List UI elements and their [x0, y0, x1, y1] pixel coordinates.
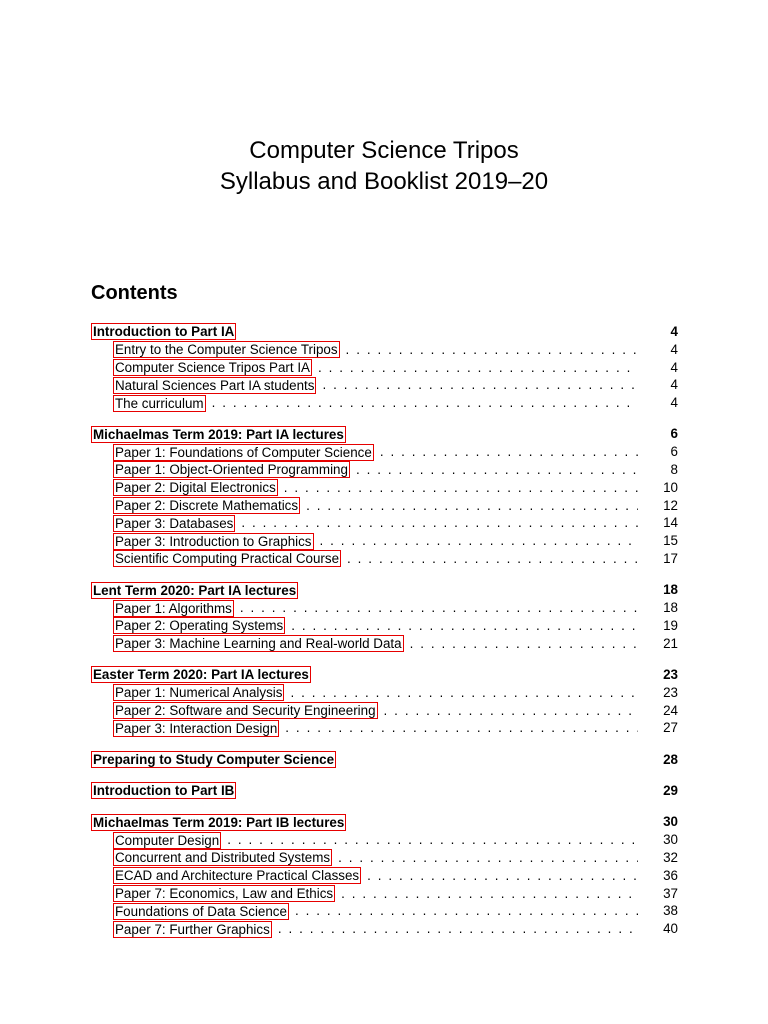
toc-entry-link[interactable]: ECAD and Architecture Practical Classes [115, 868, 360, 884]
toc-page-number: 21 [663, 635, 678, 651]
toc-entry [91, 920, 678, 938]
toc-dot-leader [322, 376, 638, 394]
toc-dot-leader [285, 719, 638, 737]
toc-section [91, 813, 678, 938]
toc-section-link[interactable]: Introduction to Part IA [93, 324, 235, 340]
toc-page-number: 36 [663, 867, 678, 883]
toc-entry [91, 885, 678, 903]
toc-dot-leader [240, 599, 638, 617]
toc-entry [91, 617, 678, 635]
toc-dot-leader [278, 920, 638, 938]
toc-entry-link[interactable]: Paper 1: Foundations of Computer Science [115, 444, 372, 460]
toc-page-number: 23 [663, 667, 678, 683]
toc-entry [91, 376, 678, 394]
toc-section-link[interactable]: Introduction to Part IB [93, 783, 235, 799]
toc-section [91, 581, 678, 652]
document-title [0, 135, 768, 197]
toc-page-number: 4 [670, 324, 678, 339]
toc-section-link[interactable]: Easter Term 2020: Part IA lectures [93, 667, 309, 683]
toc-entry [91, 497, 678, 515]
toc-entry-link[interactable]: Computer Science Tripos Part IA [115, 359, 310, 375]
toc-section-heading [91, 751, 678, 769]
toc-entry-link[interactable]: Paper 1: Algorithms [115, 600, 232, 616]
toc-dot-leader [306, 497, 638, 515]
toc-entry [91, 550, 678, 568]
toc-section-heading [91, 782, 678, 800]
toc-entry-link[interactable]: Natural Sciences Part IA students [115, 377, 315, 393]
toc-entry [91, 702, 678, 720]
toc-page-number: 15 [663, 533, 678, 549]
toc-entry-link[interactable]: Paper 2: Operating Systems [115, 618, 284, 634]
toc-dot-leader [341, 885, 638, 903]
contents-heading: Contents [91, 282, 178, 304]
toc-entry [91, 831, 678, 849]
toc-entry [91, 719, 678, 737]
toc-section [91, 666, 678, 737]
toc-page-number: 23 [663, 684, 678, 700]
toc-entry-link[interactable]: Scientific Computing Practical Course [115, 551, 340, 567]
title-line-2: Syllabus and Booklist 2019–20 [219, 168, 549, 195]
toc-page-number: 24 [663, 702, 678, 718]
toc-entry [91, 443, 678, 461]
toc-page-number: 4 [670, 341, 678, 357]
toc-entry [91, 514, 678, 532]
toc-section-link[interactable]: Michaelmas Term 2019: Part IB lectures [93, 814, 345, 830]
toc-dot-leader [410, 635, 638, 653]
toc-dot-leader [227, 831, 638, 849]
toc-entry-link[interactable]: Paper 1: Object-Oriented Programming [115, 462, 348, 478]
toc-page-number: 14 [663, 515, 678, 531]
toc-entry [91, 867, 678, 885]
toc-entry-link[interactable]: Paper 3: Machine Learning and Real-world Data [115, 636, 402, 652]
toc-section-link[interactable]: Preparing to Study Computer Science [93, 752, 335, 768]
toc-page-number: 4 [670, 359, 678, 375]
toc-entry [91, 479, 678, 497]
toc-section-link[interactable]: Michaelmas Term 2019: Part IA lectures [93, 426, 344, 442]
toc-dot-leader [347, 550, 638, 568]
toc-dot-leader [384, 702, 638, 720]
toc-entry [91, 684, 678, 702]
toc-entry-link[interactable]: Paper 3: Introduction to Graphics [115, 533, 312, 549]
toc-dot-leader [318, 359, 638, 377]
toc-section [91, 782, 678, 800]
table-of-contents [91, 323, 678, 951]
toc-dot-leader [356, 461, 638, 479]
toc-entry-link[interactable]: The curriculum [115, 395, 204, 411]
toc-dot-leader [338, 849, 638, 867]
toc-page-number: 6 [670, 426, 678, 442]
toc-dot-leader [380, 443, 638, 461]
toc-section-heading [91, 425, 678, 443]
toc-page-number: 8 [670, 462, 678, 478]
toc-entry-link[interactable]: Foundations of Data Science [115, 903, 287, 919]
title-line-1: Computer Science Tripos [249, 137, 519, 164]
toc-entry [91, 341, 678, 359]
toc-entry [91, 359, 678, 377]
toc-dot-leader [295, 902, 638, 920]
toc-dot-leader [284, 479, 638, 497]
toc-entry [91, 461, 678, 479]
toc-dot-leader [320, 532, 638, 550]
toc-page-number: 18 [663, 582, 678, 598]
toc-page-number: 29 [663, 783, 678, 799]
toc-page-number: 6 [670, 444, 678, 460]
toc-entry-link[interactable]: Computer Design [115, 832, 220, 848]
toc-entry-link[interactable]: Entry to the Computer Science Tripos [115, 342, 338, 358]
toc-dot-leader [346, 341, 638, 359]
toc-page-number: 4 [670, 377, 678, 393]
toc-section-heading [91, 666, 678, 684]
toc-entry [91, 635, 678, 653]
toc-page-number: 19 [663, 617, 678, 633]
toc-section-heading [91, 813, 678, 831]
toc-entry-link[interactable]: Concurrent and Distributed Systems [115, 850, 331, 866]
toc-page-number: 17 [663, 551, 678, 567]
toc-section [91, 751, 678, 769]
toc-page-number: 10 [663, 479, 678, 495]
toc-dot-leader [212, 394, 638, 412]
toc-page-number: 18 [663, 600, 678, 616]
toc-entry-link[interactable]: Paper 2: Digital Electronics [115, 480, 276, 496]
toc-entry-link[interactable]: Paper 1: Numerical Analysis [115, 685, 283, 701]
toc-page-number: 28 [663, 751, 678, 767]
toc-dot-leader [291, 617, 638, 635]
toc-section [91, 425, 678, 567]
toc-page-number: 30 [663, 814, 678, 830]
toc-section [91, 323, 678, 412]
toc-entry [91, 902, 678, 920]
toc-entry-link[interactable]: Paper 2: Software and Security Engineering [115, 703, 376, 719]
toc-section-heading [91, 323, 678, 341]
toc-section-heading [91, 581, 678, 599]
toc-entry-link[interactable]: Paper 7: Further Graphics [115, 921, 270, 937]
toc-page-number: 32 [663, 849, 678, 865]
toc-entry-link[interactable]: Paper 7: Economics, Law and Ethics [115, 885, 334, 901]
toc-dot-leader [290, 684, 638, 702]
toc-dot-leader [367, 867, 638, 885]
toc-entry-link[interactable]: Paper 3: Databases [115, 515, 234, 531]
toc-section-link[interactable]: Lent Term 2020: Part IA lectures [93, 582, 297, 598]
toc-page-number: 12 [663, 497, 678, 513]
toc-entry [91, 599, 678, 617]
toc-page-number: 4 [670, 395, 678, 411]
toc-entry-link[interactable]: Paper 3: Interaction Design [115, 720, 278, 736]
toc-entry [91, 849, 678, 867]
toc-dot-leader [241, 514, 638, 532]
toc-page-number: 27 [663, 720, 678, 736]
toc-entry [91, 394, 678, 412]
toc-page-number: 38 [663, 903, 678, 919]
toc-page-number: 40 [663, 921, 678, 937]
toc-entry [91, 532, 678, 550]
toc-entry-link[interactable]: Paper 2: Discrete Mathematics [115, 498, 299, 514]
toc-page-number: 30 [663, 832, 678, 848]
toc-page-number: 37 [663, 885, 678, 901]
